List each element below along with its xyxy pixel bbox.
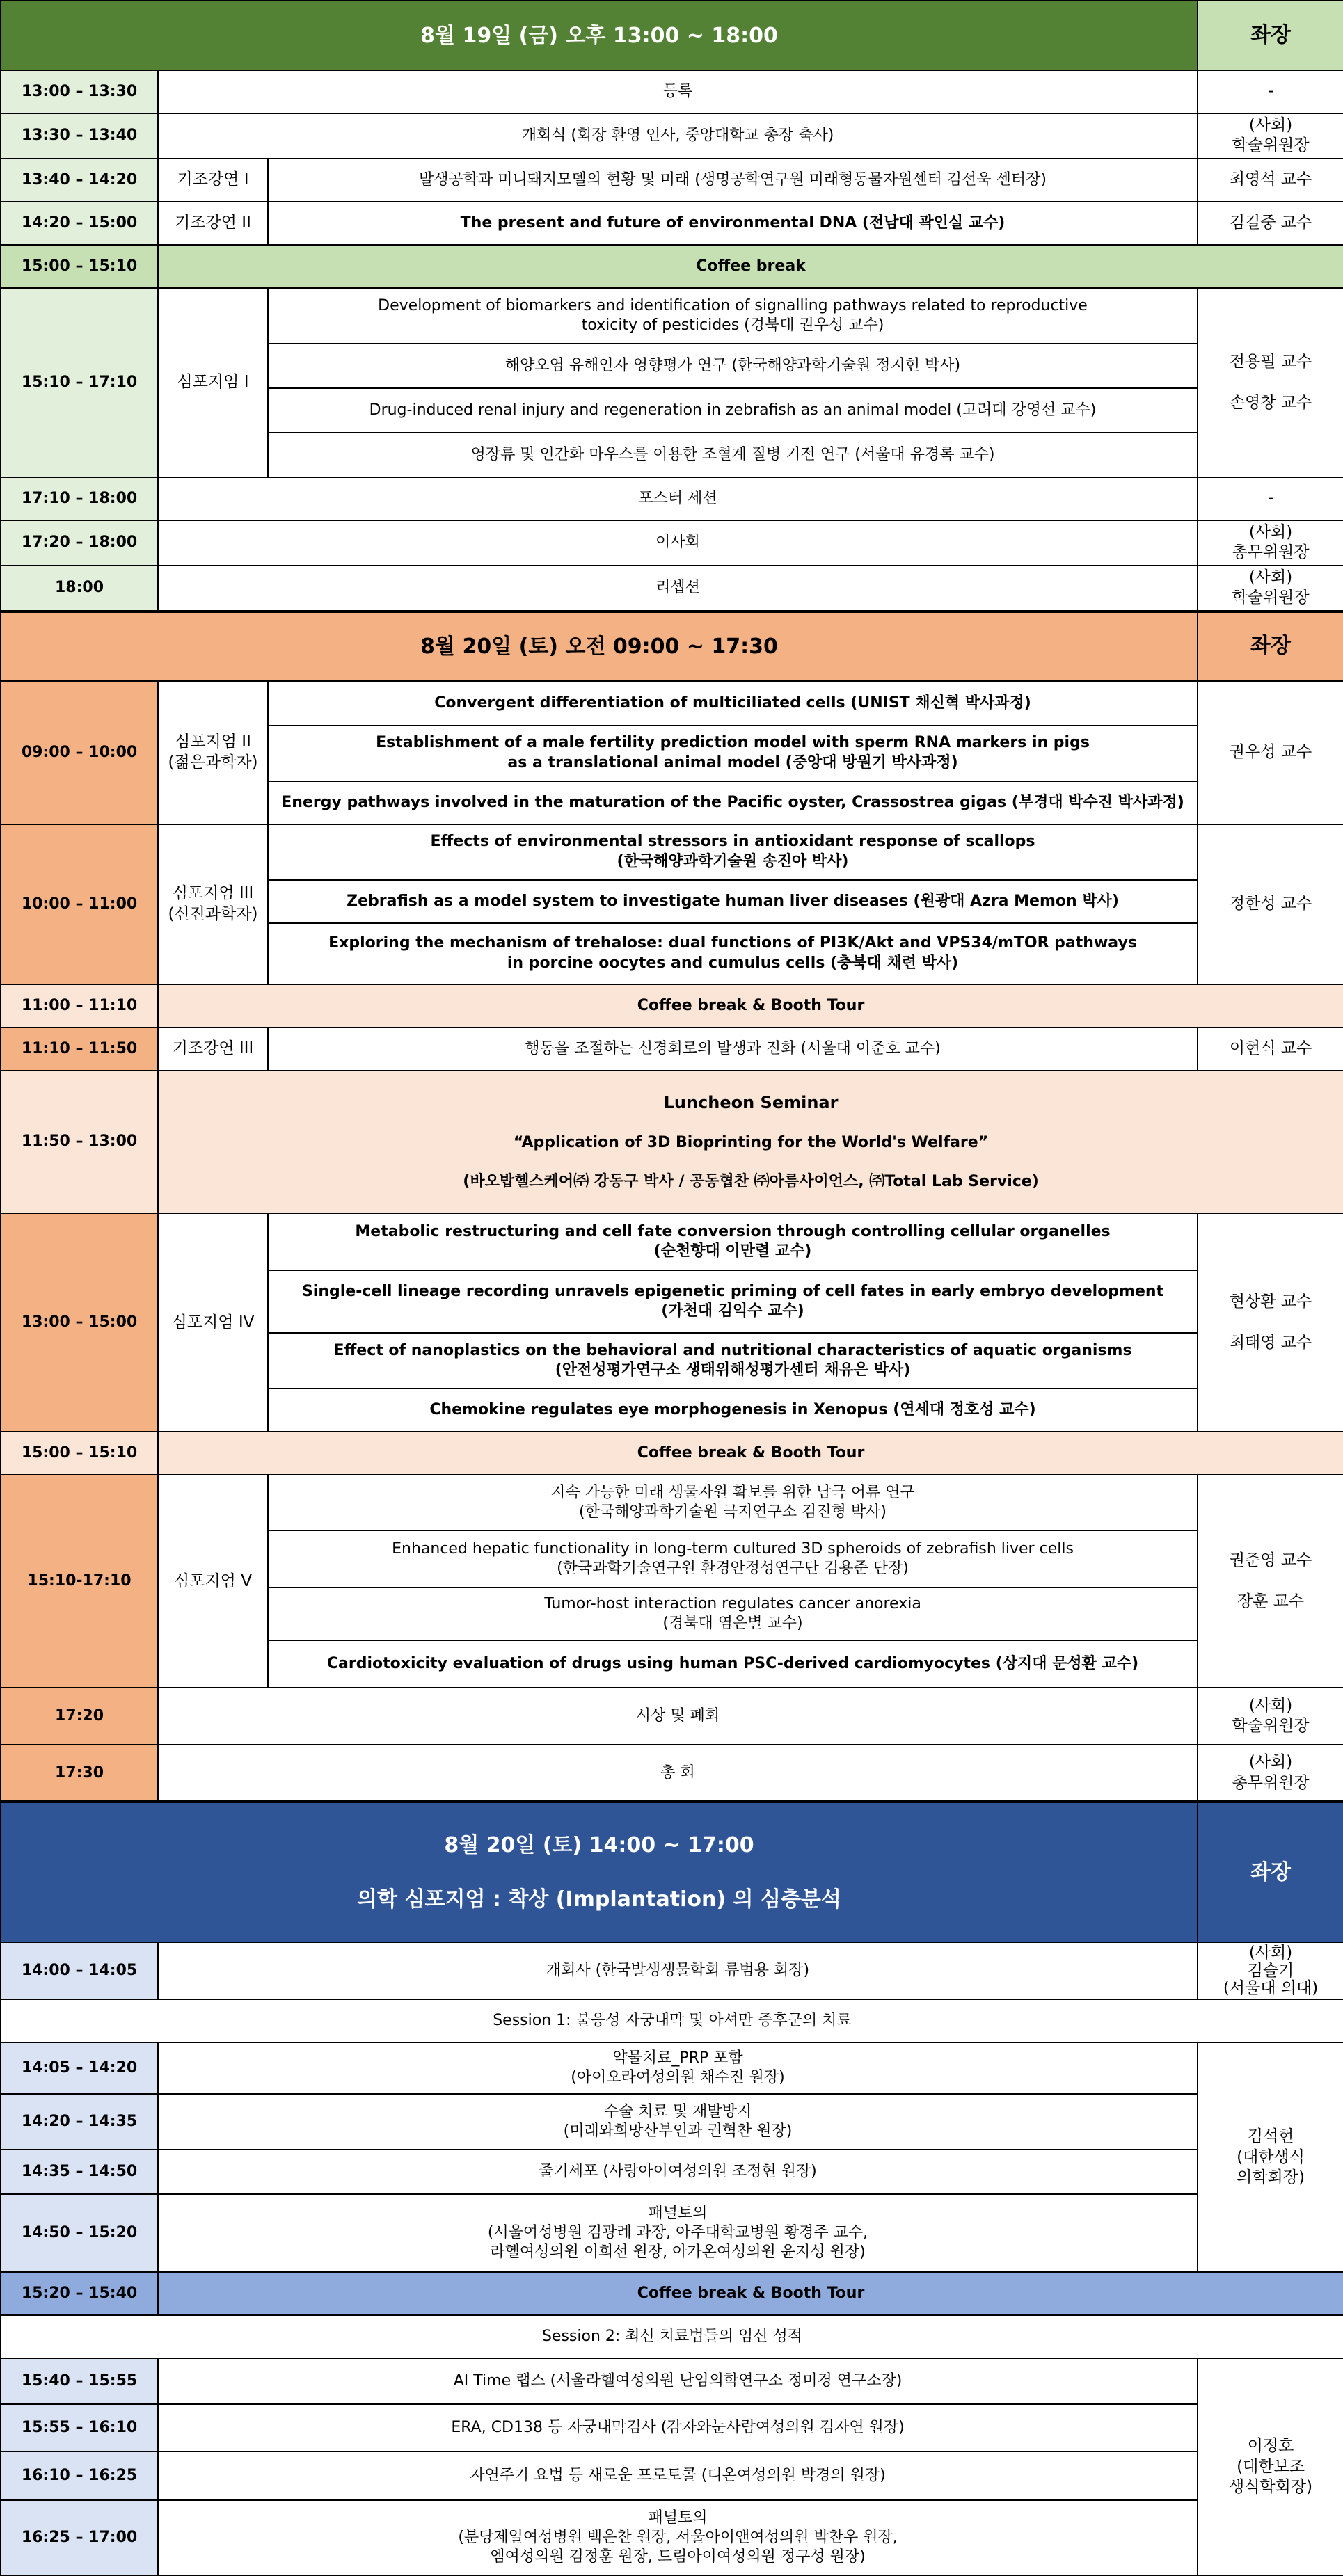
session-label: 심포지엄 V (158, 1475, 268, 1688)
table-row (1, 520, 1343, 566)
talk-cell: 개회식 (회장 환영 인사, 중앙대학교 총장 축사) (158, 113, 1198, 159)
time-cell: 17:10 – 18:00 (1, 477, 158, 520)
time-cell: 14:05 – 14:20 (1, 2042, 158, 2094)
time-cell: 15:00 – 15:10 (1, 1432, 158, 1475)
talk-cell: 행동을 조절하는 신경회로의 발생과 진화 (서울대 이준호 교수) (268, 1027, 1198, 1071)
talk-cell: Zebrafish as a model system to investigate human liver diseases (원광대 Azra Memon 박사) (268, 880, 1198, 923)
chair-cell: (사회) 총무위원장 (1198, 1745, 1343, 1802)
time-cell: 11:10 – 11:50 (1, 1027, 158, 1071)
day1-header-row (1, 1, 1343, 70)
day1-header: 8월 19일 (금) 오후 13:00 ~ 18:00 (1, 1, 1198, 70)
time-cell: 18:00 (1, 566, 158, 611)
table-row (1, 2094, 1343, 2150)
talk-cell: Single-cell lineage recording unravels epigenetic priming of cell fates in early embryo development (가천대 김익수 교수) (268, 1270, 1198, 1333)
session-label: 심포지엄 I (158, 288, 268, 477)
talk-cell: The present and future of environmental DNA (전남대 곽인실 교수) (268, 202, 1198, 245)
time-cell: 15:55 – 16:10 (1, 2404, 158, 2451)
time-cell: 09:00 – 10:00 (1, 681, 158, 824)
table-row (1, 70, 1343, 113)
talk-cell: AI Time 랩스 (서울라헬여성의원 난임의학연구소 정미경 연구소장) (158, 2358, 1198, 2404)
talk-cell: 지속 가능한 미래 생물자원 확보를 위한 남극 어류 연구 (한국해양과학기술원 극지연구소 김진형 박사) (268, 1475, 1198, 1530)
time-cell: 17:30 (1, 1745, 158, 1802)
luncheon-speaker: (바오밥헬스케어㈜ 강동구 박사 / 공동협찬 ㈜아름사이언스, ㈜Total Lab Service) (463, 1172, 1039, 1190)
talk-cell: Energy pathways involved in the maturation of the Pacific oyster, Crassostrea gigas (부경대 박수진 박사과정) (268, 781, 1198, 824)
symposium-row (1, 1213, 1343, 1270)
talk-cell: 개회사 (한국발생생물학회 류범용 회장) (158, 1942, 1198, 1999)
talk-cell: 시상 및 폐회 (158, 1688, 1198, 1745)
talk-cell: 약물치료_PRP 포함 (아이오라여성의원 채수진 원장) (158, 2042, 1198, 2094)
time-cell: 13:00 – 15:00 (1, 1213, 158, 1432)
table-row (1, 202, 1343, 245)
session-label: 기조강연 III (158, 1027, 268, 1071)
chair-cell: (사회) 학술위원장 (1198, 1688, 1343, 1745)
talk-cell: 등록 (158, 70, 1198, 113)
chair-cell: 정한성 교수 (1198, 824, 1343, 984)
time-cell: 14:20 – 15:00 (1, 202, 158, 245)
table-row (1, 2358, 1343, 2404)
day2-header: 8월 20일 (토) 오전 09:00 ~ 17:30 (1, 611, 1198, 681)
time-cell: 17:20 – 18:00 (1, 520, 158, 566)
session-label: 심포지엄 II (젊은과학자) (158, 681, 268, 824)
day3-header-title: 의학 심포지엄 : 착상 (Implantation) 의 심층분석 (357, 1887, 841, 1912)
talk-cell: Exploring the mechanism of trehalose: dual functions of PI3K/Akt and VPS34/mTOR pathways in porcine oocytes and cumulus cells (충북대 채련 박사) (268, 923, 1198, 984)
luncheon-row (1, 1071, 1343, 1214)
time-cell: 11:00 – 11:10 (1, 984, 158, 1027)
coffee-break-band: Coffee break & Booth Tour (158, 1432, 1343, 1475)
chair-cell: 권준영 교수 장훈 교수 (1198, 1475, 1343, 1688)
day3-header-date: 8월 20일 (토) 14:00 ~ 17:00 (444, 1833, 754, 1858)
session-2-title: Session 2: 최신 치료법들의 임신 성적 (1, 2315, 1343, 2358)
session-label: 기조강연 I (158, 159, 268, 202)
time-cell: 16:10 – 16:25 (1, 2451, 158, 2500)
talk-cell: ERA, CD138 등 자궁내막검사 (감자와눈사람여성의원 김자연 원장) (158, 2404, 1198, 2451)
talk-cell: 포스터 세션 (158, 477, 1198, 520)
time-cell: 15:40 – 15:55 (1, 2358, 158, 2404)
talk-cell: 발생공학과 미니돼지모델의 현황 및 미래 (생명공학연구원 미래형동물자원센터 김선욱 센터장) (268, 159, 1198, 202)
table-row (1, 2404, 1343, 2451)
time-cell: 17:20 (1, 1688, 158, 1745)
table-row (1, 159, 1343, 202)
time-cell: 15:10 – 17:10 (1, 288, 158, 477)
talk-cell: Development of biomarkers and identification of signalling pathways related to reproductive toxicity of pesticides (경북대 권우성 교수) (268, 288, 1198, 344)
talk-cell: Effect of nanoplastics on the behavioral and nutritional characteristics of aquatic organisms (안전성평가연구소 생태위해성평가센터 채유은 박사) (268, 1333, 1198, 1389)
talk-cell: 패널토의 (분당제일여성병원 백은찬 원장, 서울아이앤여성의원 박찬우 원장, 엠여성의원 김정훈 원장, 드림아이여성의원 정구성 원장) (158, 2500, 1198, 2575)
talk-cell: 영장류 및 인간화 마우스를 이용한 조혈계 질병 기전 연구 (서울대 유경록 교수) (268, 433, 1198, 477)
chair-cell: 전용필 교수 손영창 교수 (1198, 288, 1343, 477)
talk-cell: 해양오염 유해인자 영향평가 연구 (한국해양과학기술원 정지현 박사) (268, 344, 1198, 388)
coffee-break-band: Coffee break (158, 245, 1343, 288)
break-row (1, 984, 1343, 1027)
table-row (1, 2451, 1343, 2500)
talk-cell: 수술 치료 및 재발방지 (미래와희망산부인과 권혁찬 원장) (158, 2094, 1198, 2150)
time-cell: 13:00 – 13:30 (1, 70, 158, 113)
table-row (1, 477, 1343, 520)
time-cell: 15:00 – 15:10 (1, 245, 158, 288)
talk-cell: 총 회 (158, 1745, 1198, 1802)
chair-cell: 현상환 교수 최태영 교수 (1198, 1213, 1343, 1432)
talk-cell: 리셉션 (158, 566, 1198, 611)
time-cell: 10:00 – 11:00 (1, 824, 158, 984)
time-cell: 13:30 – 13:40 (1, 113, 158, 159)
table-row (1, 1745, 1343, 1802)
table-row (1, 2194, 1343, 2272)
symposium-row (1, 1475, 1343, 1530)
session-1-title: Session 1: 불응성 자궁내막 및 아셔만 증후군의 치료 (1, 1999, 1343, 2042)
time-cell: 14:20 – 14:35 (1, 2094, 158, 2150)
chair-cell: (사회) 학술위원장 (1198, 113, 1343, 159)
break-row (1, 2272, 1343, 2315)
talk-cell: 자연주기 요법 등 새로운 프로토콜 (디온여성의원 박경의 원장) (158, 2451, 1198, 2500)
day2-chair-header: 좌장 (1198, 611, 1343, 681)
time-cell: 14:50 – 15:20 (1, 2194, 158, 2272)
coffee-break-band: Coffee break & Booth Tour (158, 2272, 1343, 2315)
talk-cell: Tumor-host interaction regulates cancer anorexia (경북대 염은별 교수) (268, 1587, 1198, 1640)
talk-cell: Chemokine regulates eye morphogenesis in Xenopus (연세대 정호성 교수) (268, 1389, 1198, 1432)
time-cell: 15:10-17:10 (1, 1475, 158, 1688)
table-row (1, 1942, 1343, 1999)
break-row (1, 245, 1343, 288)
time-cell: 14:00 – 14:05 (1, 1942, 158, 1999)
talk-cell: 패널토의 (서울여성병원 김광례 과장, 아주대학교병원 황경주 교수, 라헬여성의원 이희선 원장, 아가온여성의원 윤지성 원장) (158, 2194, 1198, 2272)
chair-cell: (사회) 학술위원장 (1198, 566, 1343, 611)
symposium-row (1, 288, 1343, 344)
session-row (1, 1999, 1343, 2042)
chair-cell: 권우성 교수 (1198, 681, 1343, 824)
chair-cell: 김석현 (대한생식 의학회장) (1198, 2042, 1343, 2272)
break-row (1, 1432, 1343, 1475)
time-cell: 11:50 – 13:00 (1, 1071, 158, 1214)
talk-cell: Metabolic restructuring and cell fate conversion through controlling cellular organelles (순천향대 이만렬 교수) (268, 1213, 1198, 1270)
chair-cell: 이현식 교수 (1198, 1027, 1343, 1071)
table-row (1, 2042, 1343, 2094)
talk-cell: 이사회 (158, 520, 1198, 566)
talk-cell: Enhanced hepatic functionality in long-term cultured 3D spheroids of zebrafish liver cells (한국과학기술연구원 환경안정성연구단 김용준 단장) (268, 1530, 1198, 1587)
table-row (1, 1027, 1343, 1071)
time-cell: 15:20 – 15:40 (1, 2272, 158, 2315)
luncheon-title: Luncheon Seminar (663, 1092, 839, 1112)
symposium-row (1, 824, 1343, 880)
chair-cell: - (1198, 70, 1343, 113)
day3-header (1, 1802, 1198, 1942)
table-row (1, 2150, 1343, 2194)
talk-cell: Effects of environmental stressors in antioxidant response of scallops (한국해양과학기술원 송진아 박사) (268, 824, 1198, 880)
table-row (1, 566, 1343, 611)
talk-cell: 줄기세포 (사랑아이여성의원 조정현 원장) (158, 2150, 1198, 2194)
chair-cell: - (1198, 477, 1343, 520)
time-cell: 14:35 – 14:50 (1, 2150, 158, 2194)
session-label: 기조강연 II (158, 202, 268, 245)
session-row (1, 2315, 1343, 2358)
time-cell: 13:40 – 14:20 (1, 159, 158, 202)
time-cell: 16:25 – 17:00 (1, 2500, 158, 2575)
chair-cell: (사회) 김슬기 (서울대 의대) (1198, 1942, 1343, 1999)
luncheon-seminar (158, 1071, 1343, 1214)
chair-cell: 최영석 교수 (1198, 159, 1343, 202)
table-row (1, 1688, 1343, 1745)
chair-cell: 이정호 (대한보조 생식학회장) (1198, 2358, 1343, 2575)
symposium-row (1, 681, 1343, 726)
session-label: 심포지엄 III (신진과학자) (158, 824, 268, 984)
talk-cell: Establishment of a male fertility prediction model with sperm RNA markers in pigs as a translational animal model (중앙대 방원기 박사과정) (268, 726, 1198, 781)
day3-header-row (1, 1802, 1343, 1942)
talk-cell: Cardiotoxicity evaluation of drugs using human PSC-derived cardiomyocytes (상지대 문성환 교수) (268, 1640, 1198, 1688)
table-row (1, 113, 1343, 159)
luncheon-topic: “Application of 3D Bioprinting for the World's Welfare” (513, 1133, 989, 1151)
day3-chair-header: 좌장 (1198, 1802, 1343, 1942)
coffee-break-band: Coffee break & Booth Tour (158, 984, 1343, 1027)
talk-cell: Convergent differentiation of multiciliated cells (UNIST 채신혁 박사과정) (268, 681, 1198, 726)
day1-chair-header: 좌장 (1198, 1, 1343, 70)
day2-header-row (1, 611, 1343, 681)
session-label: 심포지엄 IV (158, 1213, 268, 1432)
table-row (1, 2500, 1343, 2575)
talk-cell: Drug-induced renal injury and regeneration in zebrafish as an animal model (고려대 강영선 교수) (268, 388, 1198, 433)
chair-cell: 김길중 교수 (1198, 202, 1343, 245)
chair-cell: (사회) 총무위원장 (1198, 520, 1343, 566)
